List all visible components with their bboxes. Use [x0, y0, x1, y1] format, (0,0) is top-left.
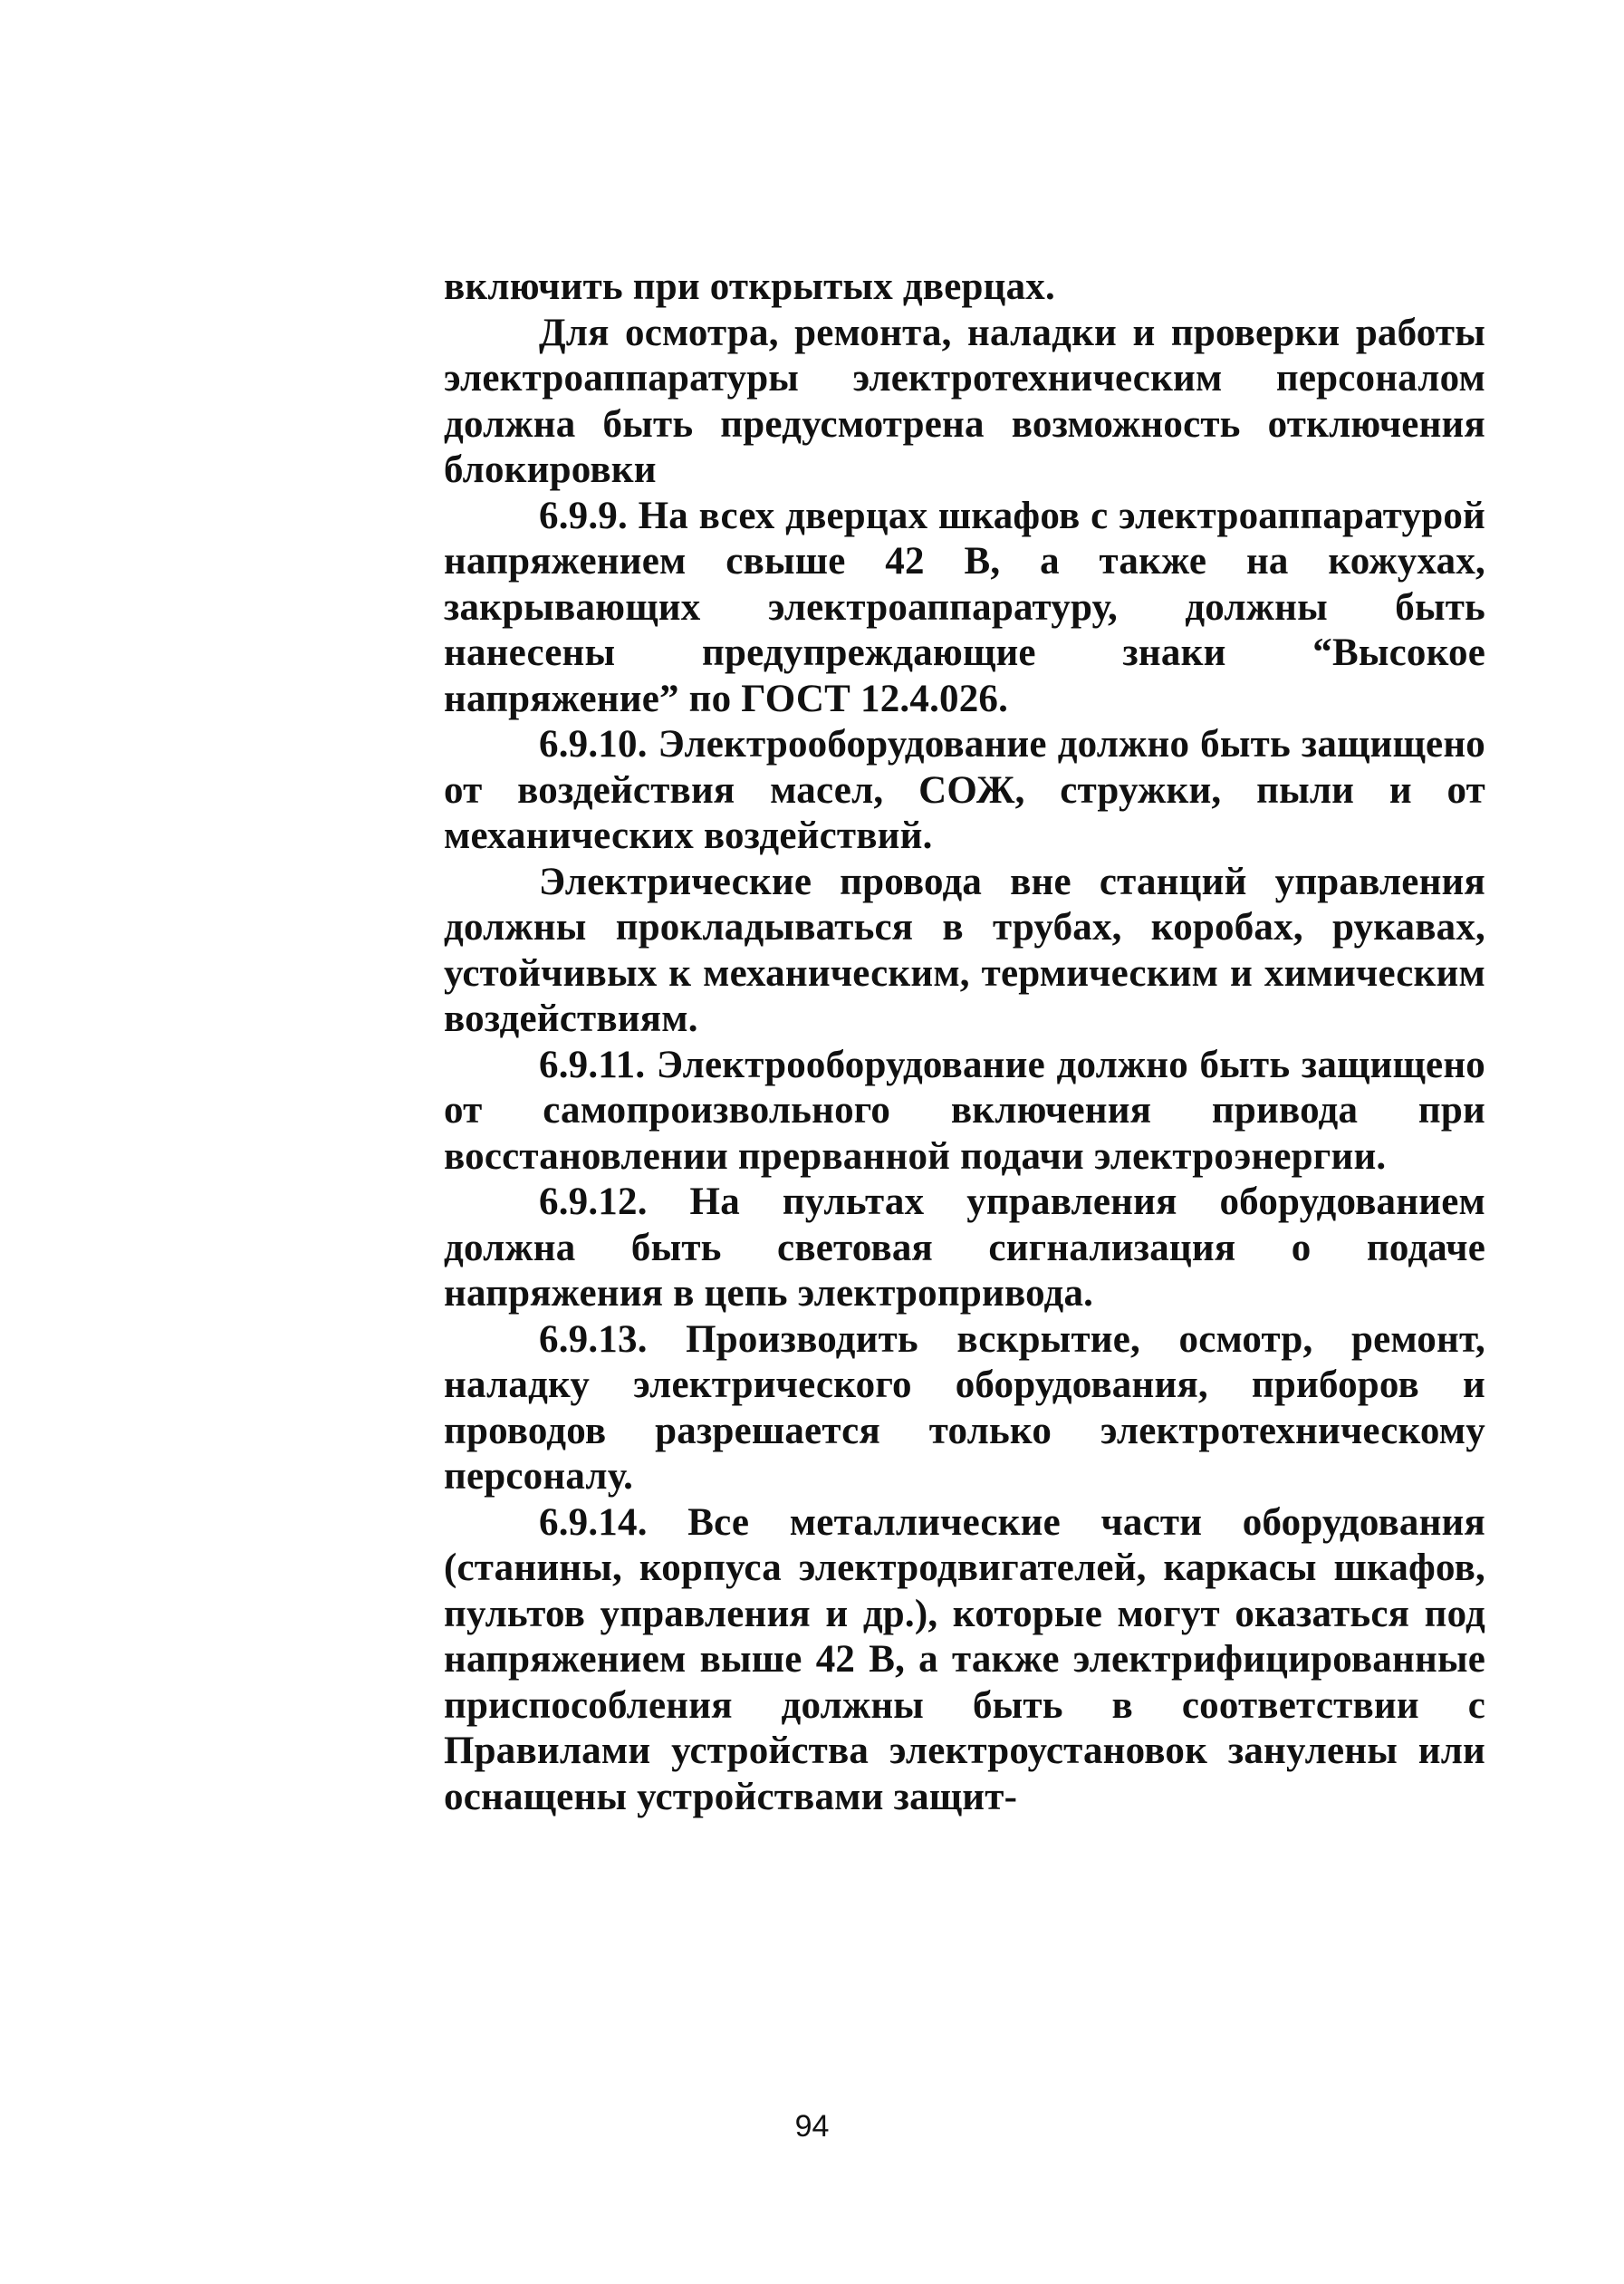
paragraph-6-9-9: 6.9.9. На всех дверцах шкафов с электроаппаратурой напряжением свыше 42 В, а также на кожухах, закрывающих электроаппаратуру, должны быть нанесены предупреждающие знаки “Высокое напряжение” по ГОСТ 12.4.026.	[444, 494, 1485, 720]
paragraph-blocking-disable: Для осмотра, ремонта, наладки и проверки работы электроаппаратуры электротехническим персоналом должна быть предусмотрена возможность отключения блокировки	[444, 311, 1485, 491]
paragraph-6-9-13: 6.9.13. Производить вскрытие, осмотр, ремонт, наладку электрического оборудования, приборов и проводов разрешается только электротехническому персоналу.	[444, 1317, 1485, 1498]
paragraph-6-9-14: 6.9.14. Все металлические части оборудования (станины, корпуса электродвигателей, каркасы шкафов, пультов управления и др.), которые могут оказаться под напряжением выше 42 В, а также электрифицированные приспособления должны быть в соответствии с Правилами устройства электроустановок занулены или оснащены устройствами защит-	[444, 1500, 1485, 1818]
paragraph-continuation: включить при открытых дверцах.	[444, 265, 1055, 308]
paragraph-6-9-10: 6.9.10. Электрооборудование должно быть защищено от воздействия масел, СОЖ, стружки, пыли и от механических воздействий.	[444, 723, 1485, 857]
body-text	[444, 265, 1485, 1820]
paragraph-6-9-12: 6.9.12. На пультах управления оборудованием должна быть световая сигнализация о подаче напряжения в цепь электропривода.	[444, 1181, 1485, 1315]
paragraph-wiring: Электрические провода вне станций управления должны прокладываться в трубах, коробах, рукавах, устойчивых к механическим, термическим и химическим воздействиям.	[444, 860, 1485, 1040]
page-number: 94	[794, 2109, 830, 2144]
paragraph-6-9-11: 6.9.11. Электрооборудование должно быть защищено от самопроизвольного включения привода при восстановлении прерванной подачи электроэнергии.	[444, 1043, 1485, 1178]
